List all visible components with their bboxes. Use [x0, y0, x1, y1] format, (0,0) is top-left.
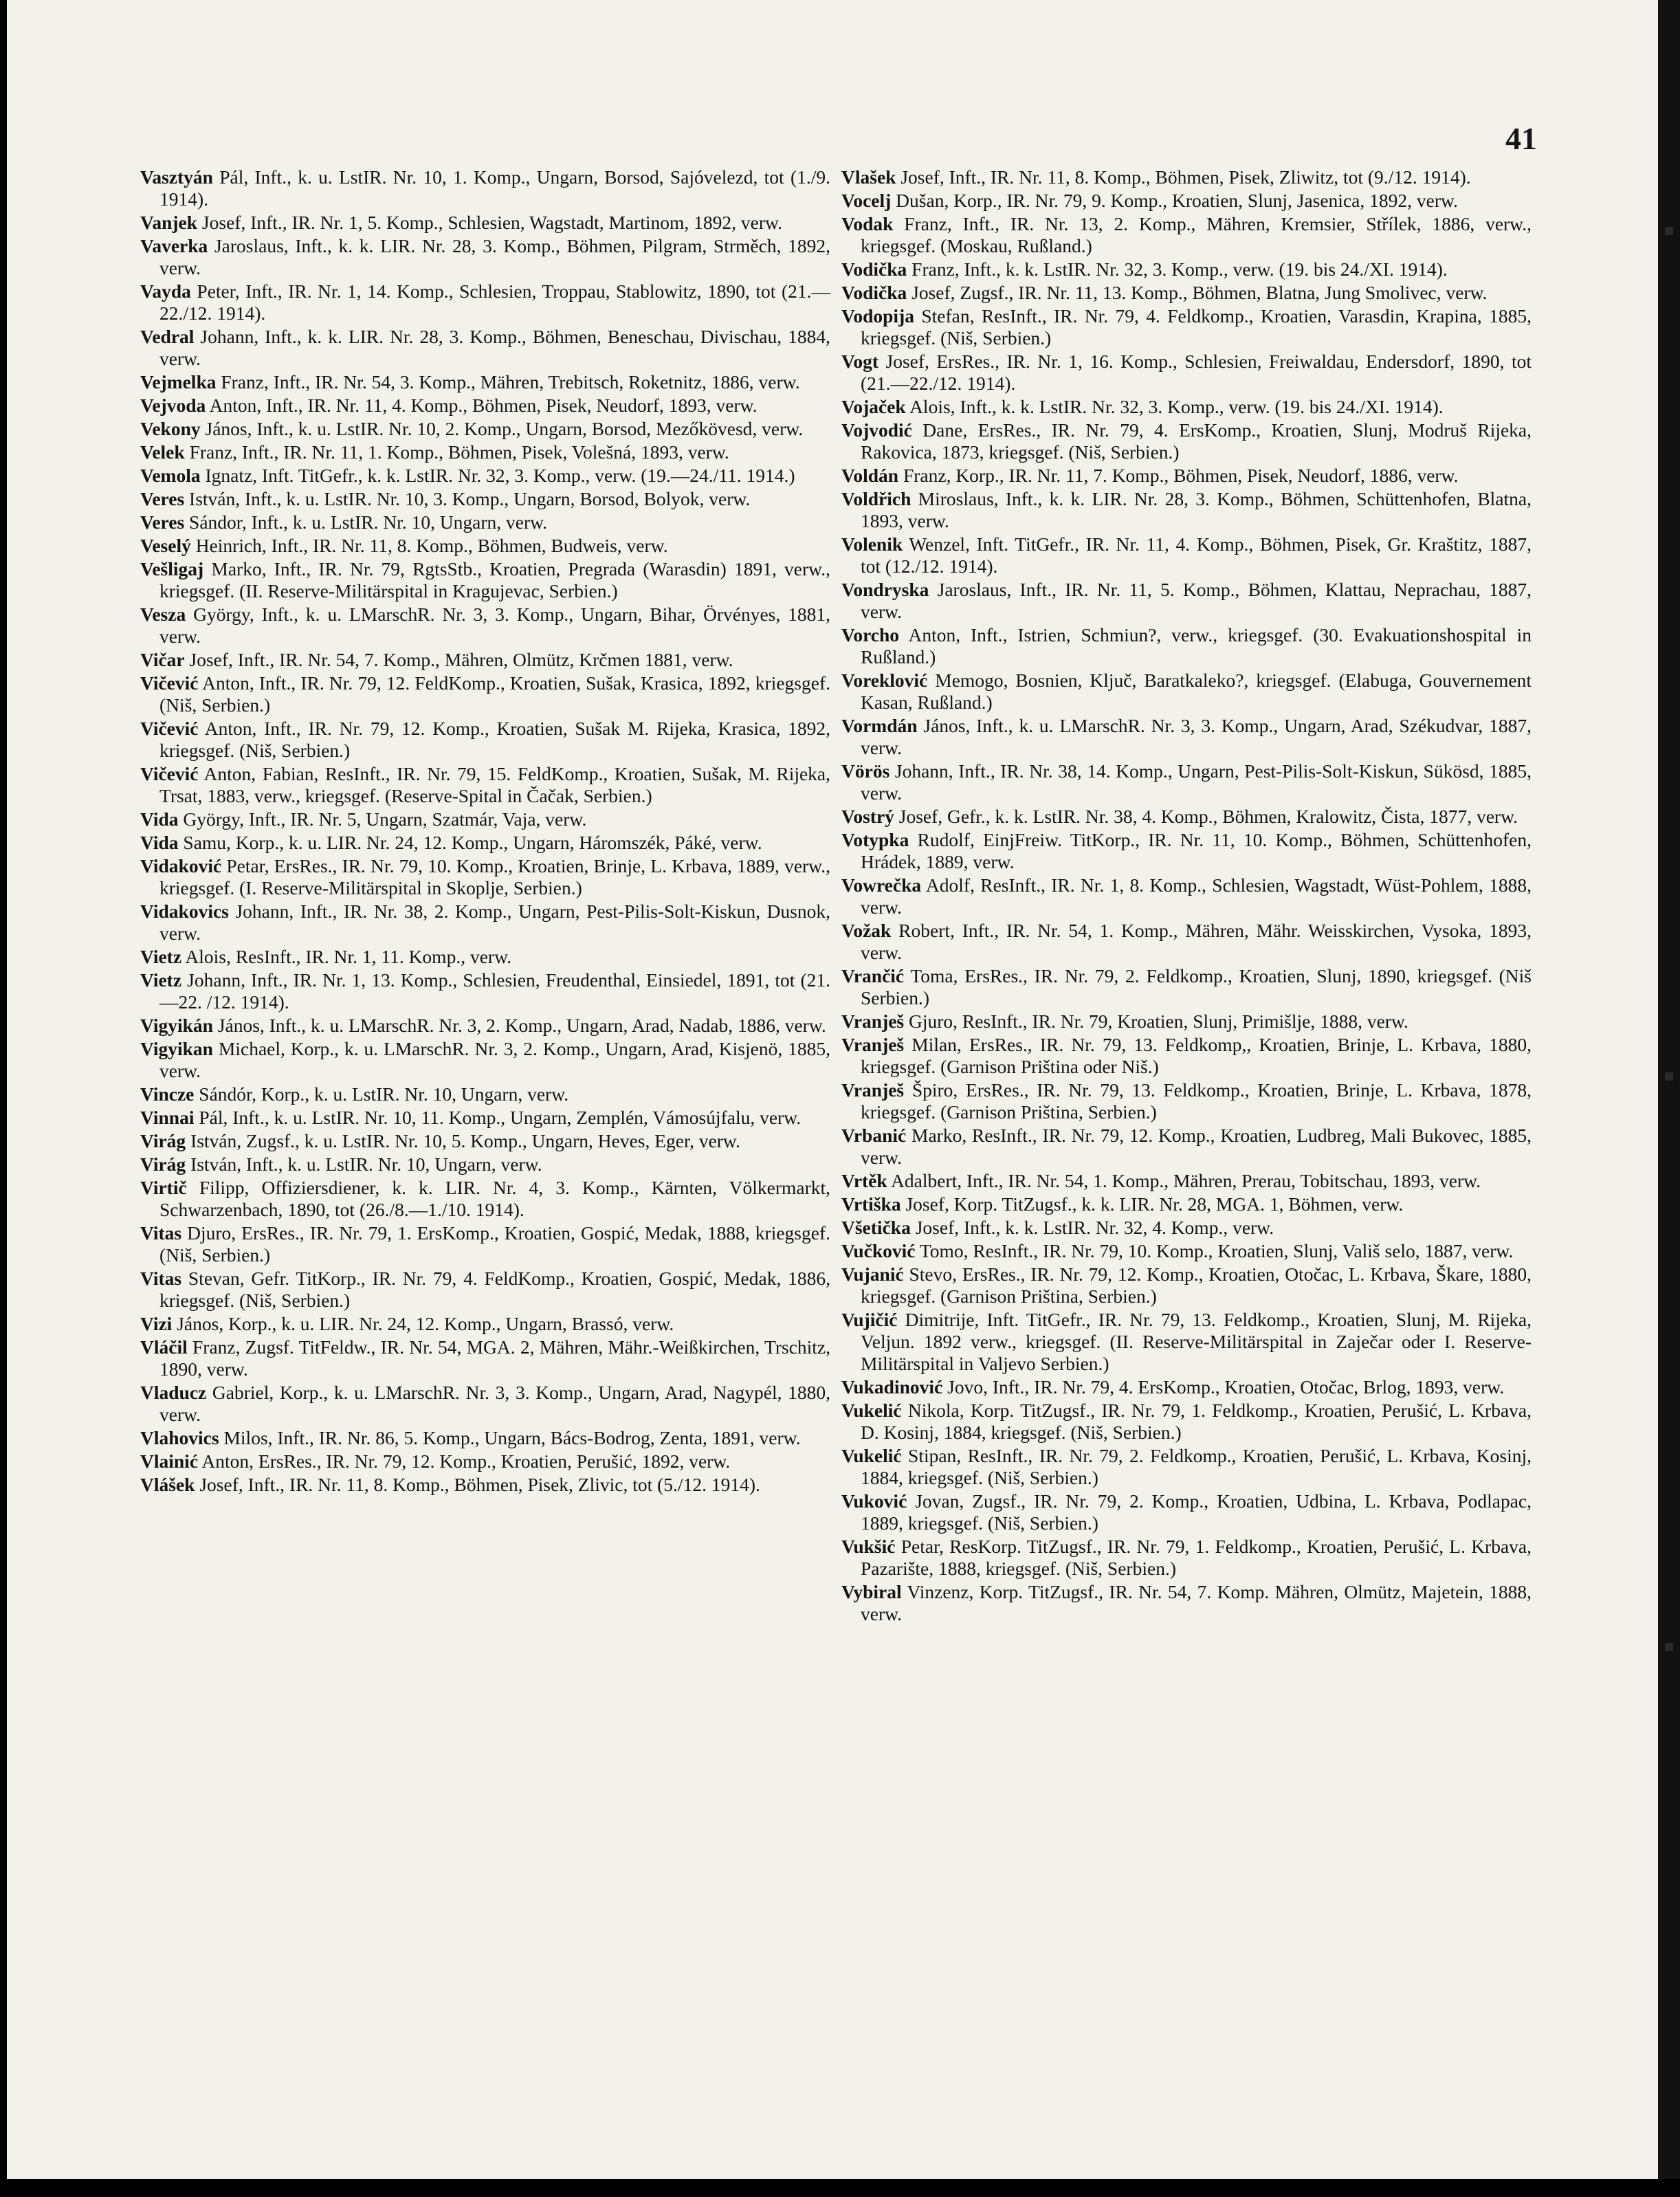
entry-surname: Vekony — [140, 418, 201, 439]
register-entry — [140, 1177, 830, 1221]
entry-details: Johann, Inft., IR. Nr. 1, 13. Komp., Schlesien, Freudenthal, Einsiedel, 1891, tot (21.—22. /12. 1914). — [159, 969, 830, 1013]
register-entry — [140, 1083, 830, 1105]
entry-surname: Vodopija — [841, 305, 914, 327]
register-entry — [140, 946, 830, 968]
register-entry — [841, 1011, 1532, 1033]
entry-details: Samu, Korp., k. u. LIR. Nr. 24, 12. Komp., Ungarn, Háromszék, Páké, verw. — [183, 832, 762, 853]
entry-details: Petar, ErsRes., IR. Nr. 79, 10. Komp., Kroatien, Brinje, L. Krbava, 1889, verw., kriegsgef. (I. Reserve-Militärspital in Skoplje, Serbien.) — [159, 855, 831, 898]
entry-surname: Vasztyán — [140, 166, 213, 188]
entry-surname: Vemola — [140, 465, 201, 486]
register-entry — [140, 1382, 830, 1426]
register-entry — [140, 371, 830, 393]
entry-details: Heinrich, Inft., IR. Nr. 11, 8. Komp., Böhmen, Budweis, verw. — [195, 535, 668, 556]
register-entry — [841, 829, 1532, 873]
entry-surname: Vujičić — [841, 1309, 898, 1330]
entry-details: Tomo, ResInft., IR. Nr. 79, 10. Komp., Kroatien, Slunj, Vališ selo, 1887, verw. — [919, 1240, 1514, 1261]
entry-details: Alois, ResInft., IR. Nr. 1, 11. Komp., verw. — [185, 946, 512, 967]
register-entry — [841, 166, 1532, 188]
register-entry — [841, 1309, 1532, 1375]
entry-details: Josef, Inft., IR. Nr. 1, 5. Komp., Schlesien, Wagstadt, Martinom, 1892, verw. — [201, 212, 782, 233]
entry-details: Ignatz, Inft. TitGefr., k. k. LstIR. Nr. 32, 3. Komp., verw. (19.—24./11. 1914.) — [205, 465, 795, 486]
entry-surname: Voldřich — [841, 488, 911, 509]
register-entry — [140, 672, 830, 716]
entry-details: János, Inft., k. u. LstIR. Nr. 10, 2. Komp., Ungarn, Borsod, Mezőkövesd, verw. — [205, 418, 804, 439]
register-entry — [140, 649, 830, 671]
entry-details: Anton, ErsRes., IR. Nr. 79, 12. Komp., Kroatien, Perušić, 1892, verw. — [201, 1450, 731, 1472]
entry-surname: Vincze — [140, 1083, 195, 1105]
register-entry — [841, 1376, 1532, 1398]
entry-surname: Votypka — [841, 829, 909, 850]
register-entry — [841, 1400, 1532, 1444]
entry-details: Josef, Zugsf., IR. Nr. 11, 13. Komp., Böhmen, Blatna, Jung Smolivec, verw. — [911, 282, 1488, 303]
entry-details: Franz, Inft., k. k. LstIR. Nr. 32, 3. Komp., verw. (19. bis 24./XI. 1914). — [911, 258, 1448, 280]
entry-surname: Virág — [140, 1130, 186, 1151]
register-entry — [140, 604, 830, 648]
entry-details: Jaroslaus, Inft., k. k. LIR. Nr. 28, 3. Komp., Böhmen, Pilgram, Strměch, 1892, verw. — [159, 235, 831, 278]
entry-surname: Vičević — [140, 718, 199, 739]
entry-surname: Virtič — [140, 1177, 187, 1198]
entry-surname: Vitas — [140, 1222, 182, 1244]
register-entry — [140, 235, 830, 279]
register-entry — [841, 1125, 1532, 1169]
entry-surname: Vožak — [841, 920, 892, 941]
entry-surname: Vrbanić — [841, 1125, 907, 1146]
entry-surname: Vejmelka — [140, 371, 217, 393]
register-entry — [140, 1130, 830, 1152]
entry-surname: Vukšić — [841, 1536, 896, 1557]
entry-details: Filipp, Offiziersdiener, k. k. LIR. Nr. 4, 3. Komp., Kärnten, Völkermarkt, Schwarzenbach, 1890, tot (26./8.—1./10. 1914). — [159, 1177, 831, 1220]
entry-details: István, Zugsf., k. u. LstIR. Nr. 10, 5. Komp., Ungarn, Heves, Eger, verw. — [190, 1130, 740, 1151]
entry-surname: Vukelić — [841, 1445, 902, 1466]
register-entry — [140, 855, 830, 899]
register-entry — [140, 1427, 830, 1449]
register-entry — [140, 465, 830, 487]
entry-surname: Vidakovics — [140, 901, 229, 922]
register-entry — [841, 533, 1532, 577]
entry-details: Adalbert, Inft., IR. Nr. 54, 1. Komp., Mähren, Prerau, Tobitschau, 1893, verw. — [891, 1170, 1481, 1191]
entry-surname: Vladucz — [140, 1382, 207, 1403]
entry-details: Johann, Inft., IR. Nr. 38, 2. Komp., Ungarn, Pest-Pilis-Solt-Kiskun, Dusnok, verw. — [159, 901, 830, 944]
register-entry — [140, 488, 830, 510]
entry-surname: Vrtěk — [841, 1170, 887, 1191]
entry-details: János, Korp., k. u. LIR. Nr. 24, 12. Komp., Ungarn, Brassó, verw. — [177, 1313, 674, 1334]
entry-details: Peter, Inft., IR. Nr. 1, 14. Komp., Schlesien, Troppau, Stablowitz, 1890, tot (21.—22./12. 1914). — [159, 280, 830, 324]
entry-surname: Vojvodić — [841, 419, 912, 441]
entry-details: Johann, Inft., IR. Nr. 38, 14. Komp., Ungarn, Pest-Pilis-Solt-Kiskun, Sükösd, 1885, verw. — [861, 760, 1532, 804]
register-entry — [140, 1474, 830, 1496]
entry-surname: Vinnai — [140, 1107, 195, 1128]
register-entry — [140, 901, 830, 945]
register-entry — [841, 1445, 1532, 1489]
entry-details: Josef, Inft., k. k. LstIR. Nr. 32, 4. Komp., verw. — [915, 1217, 1274, 1238]
entry-details: Dane, ErsRes., IR. Nr. 79, 4. ErsKomp., Kroatien, Slunj, Modruš Rijeka, Rakovica, 1873, kriegsgef. (Niš, Serbien.) — [861, 419, 1532, 463]
entry-details: Franz, Inft., IR. Nr. 11, 1. Komp., Böhmen, Pisek, Volešná, 1893, verw. — [189, 441, 729, 463]
register-entry — [841, 1240, 1532, 1262]
entry-details: Pál, Inft., k. u. LstIR. Nr. 10, 1. Komp., Ungarn, Borsod, Sajóvelezd, tot (1./9. 1914). — [159, 166, 831, 210]
entry-surname: Vowrečka — [841, 874, 922, 896]
entry-surname: Vitas — [140, 1268, 182, 1289]
entry-details: Franz, Inft., IR. Nr. 13, 2. Komp., Mähren, Kremsier, Střílek, 1886, verw., kriegsgef. (Moskau, Rußland.) — [861, 213, 1532, 256]
entry-surname: Vaverka — [140, 235, 208, 256]
register-entry — [140, 1336, 830, 1380]
register-entry — [140, 1038, 830, 1082]
entry-details: Michael, Korp., k. u. LMarschR. Nr. 3, 2. Komp., Ungarn, Arad, Kisjenö, 1885, verw. — [159, 1038, 830, 1081]
register-entry — [841, 1536, 1532, 1580]
register-entry — [140, 418, 830, 440]
register-entry — [841, 419, 1532, 463]
entry-details: Stefan, ResInft., IR. Nr. 79, 4. Feldkomp., Kroatien, Varasdin, Krapina, 1885, kriegsgef. (Niš, Serbien.) — [861, 305, 1532, 349]
entry-details: Sándor, Inft., k. u. LstIR. Nr. 10, Ungarn, verw. — [189, 511, 548, 533]
entry-surname: Vondryska — [841, 579, 929, 600]
entry-details: Josef, Inft., IR. Nr. 11, 8. Komp., Böhmen, Pisek, Zlivic, tot (5./12. 1914). — [199, 1474, 760, 1495]
entry-details: Dimitrije, Inft. TitGefr., IR. Nr. 79, 13. Feldkomp., Kroatien, Slunj, M. Rijeka, Veljun. 1892 verw., kriegsgef. (II. Reserve-Militärspital in Zaječar oder I. Reserve-Militärspital in Valjevo Serbien.) — [861, 1309, 1532, 1374]
entry-details: Gjuro, ResInft., IR. Nr. 79, Kroatien, Slunj, Primišlje, 1888, verw. — [909, 1011, 1408, 1032]
register-entry — [841, 715, 1532, 759]
entry-details: Adolf, ResInft., IR. Nr. 1, 8. Komp., Schlesien, Wagstadt, Wüst-Pohlem, 1888, verw. — [861, 874, 1532, 918]
register-entry — [841, 1581, 1532, 1625]
register-entry — [841, 874, 1532, 918]
register-entry — [841, 465, 1532, 487]
entry-details: Gabriel, Korp., k. u. LMarschR. Nr. 3, 3. Komp., Ungarn, Arad, Nagypél, 1880, verw. — [159, 1382, 830, 1425]
entry-details: Nikola, Korp. TitZugsf., IR. Nr. 79, 1. Feldkomp., Kroatien, Perušić, L. Krbava, D. Kosinj, 1884, kriegsgef. (Niš, Serbien.) — [861, 1400, 1532, 1443]
entry-details: Anton, Fabian, ResInft., IR. Nr. 79, 15. FeldKomp., Kroatien, Sušak, M. Rijeka, Trsat, 1883, verw., kriegsgef. (Reserve-Spital in Čačak, Serbien.) — [159, 763, 831, 806]
entry-surname: Vranješ — [841, 1011, 905, 1032]
register-entry — [841, 258, 1532, 280]
register-entry — [841, 1490, 1532, 1534]
entry-details: Josef, Gefr., k. k. LstIR. Nr. 38, 4. Komp., Böhmen, Kralowitz, Čista, 1877, verw. — [898, 806, 1518, 827]
entry-surname: Vláčil — [140, 1336, 188, 1358]
entry-surname: Vörös — [841, 760, 890, 782]
register-entry — [841, 1193, 1532, 1215]
register-entry — [140, 1015, 830, 1037]
entry-surname: Vigyikán — [140, 1015, 213, 1036]
entry-details: István, Inft., k. u. LstIR. Nr. 10, Ungarn, verw. — [190, 1153, 542, 1175]
entry-surname: Vrtiška — [841, 1193, 901, 1215]
register-entry — [140, 808, 830, 830]
entry-surname: Vučković — [841, 1240, 916, 1261]
register-entry — [140, 511, 830, 533]
entry-details: György, Inft., IR. Nr. 5, Ungarn, Szatmár, Vaja, verw. — [183, 808, 587, 830]
entry-surname: Vybiral — [841, 1581, 902, 1602]
register-entry — [140, 441, 830, 463]
register-entry — [841, 305, 1532, 349]
register-entry — [140, 1153, 830, 1175]
page-number: 41 — [1505, 121, 1537, 156]
entry-surname: Vodička — [841, 258, 907, 280]
entry-surname: Vizi — [140, 1313, 173, 1334]
entry-surname: Vodička — [841, 282, 907, 303]
register-entry — [841, 282, 1532, 304]
entry-surname: Vanjek — [140, 212, 198, 233]
entry-surname: Vesza — [140, 604, 186, 625]
entry-details: Milan, ErsRes., IR. Nr. 79, 13. Feldkomp,, Kroatien, Brinje, L. Krbava, 1880, kriegsgef. (Garnison Priština oder Niš.) — [861, 1034, 1532, 1077]
register-entry — [841, 624, 1532, 668]
register-entry — [140, 166, 830, 210]
entry-surname: Veres — [140, 511, 185, 533]
entry-details: Josef, Korp. TitZugsf., k. k. LIR. Nr. 28, MGA. 1, Böhmen, verw. — [905, 1193, 1404, 1215]
register-entry — [140, 212, 830, 234]
register-entry — [140, 718, 830, 762]
entry-surname: Veselý — [140, 535, 191, 556]
register-entry — [140, 558, 830, 602]
entry-surname: Vida — [140, 808, 179, 830]
entry-details: Anton, Inft., Istrien, Schmiun?, verw., kriegsgef. (30. Evakuationshospital in Rußland.) — [861, 624, 1532, 667]
register-entry — [140, 1268, 830, 1312]
right-column — [841, 166, 1532, 1626]
register-entry — [140, 763, 830, 807]
entry-surname: Vičar — [140, 649, 185, 670]
entry-surname: Vocelj — [841, 190, 892, 211]
entry-details: Marko, ResInft., IR. Nr. 79, 12. Komp., Kroatien, Ludbreg, Mali Bukovec, 1885, verw. — [861, 1125, 1532, 1168]
entry-details: János, Inft., k. u. LMarschR. Nr. 3, 3. Komp., Ungarn, Arad, Székudvar, 1887, verw. — [861, 715, 1532, 758]
entry-surname: Vedral — [140, 326, 195, 347]
entry-details: Alois, Inft., k. k. LstIR. Nr. 32, 3. Komp., verw. (19. bis 24./XI. 1914). — [909, 396, 1444, 417]
entry-surname: Vujanić — [841, 1263, 904, 1285]
entry-surname: Vojaček — [841, 396, 906, 417]
entry-details: Špiro, ErsRes., IR. Nr. 79, 13. Feldkomp., Kroatien, Brinje, L. Krbava, 1878, kriegsgef. (Garnison Priština, Serbien.) — [861, 1079, 1532, 1123]
register-entry — [841, 190, 1532, 212]
register-entry — [841, 1034, 1532, 1078]
entry-details: Memogo, Bosnien, Ključ, Baratkaleko?, kriegsgef. (Elabuga, Gouvernement Kasan, Rußland.) — [861, 670, 1532, 713]
entry-surname: Vorcho — [841, 624, 900, 645]
entry-surname: Voldán — [841, 465, 899, 486]
entry-details: Stevo, ErsRes., IR. Nr. 79, 12. Komp., Kroatien, Otočac, L. Krbava, Škare, 1880, kriegsgef. (Garnison Priština, Serbien.) — [861, 1263, 1532, 1307]
entry-surname: Vlainić — [140, 1450, 199, 1472]
entry-details: Anton, Inft., IR. Nr. 79, 12. FeldKomp., Kroatien, Sušak, Krasica, 1892, kriegsgef. (Niš, Serbien.) — [159, 672, 830, 716]
entry-surname: Vičević — [140, 672, 199, 694]
entry-details: Stevan, Gefr. TitKorp., IR. Nr. 79, 4. FeldKomp., Kroatien, Gospić, Medak, 1886, kriegsgef. (Niš, Serbien.) — [159, 1268, 831, 1311]
entry-surname: Vidaković — [140, 855, 222, 876]
register-entry — [841, 1217, 1532, 1239]
entry-details: Jaroslaus, Inft., IR. Nr. 11, 5. Komp., Böhmen, Klattau, Neprachau, 1887, verw. — [861, 579, 1532, 622]
entry-surname: Voreklović — [841, 670, 928, 691]
register-entry — [140, 832, 830, 854]
entry-details: Djuro, ErsRes., IR. Nr. 79, 1. ErsKomp., Kroatien, Gospić, Medak, 1888, kriegsgef. (Niš, Serbien.) — [159, 1222, 830, 1266]
register-entry — [841, 760, 1532, 804]
register-entry — [140, 326, 830, 370]
entry-details: Dušan, Korp., IR. Nr. 79, 9. Komp., Kroatien, Slunj, Jasenica, 1892, verw. — [896, 190, 1458, 211]
entry-details: Milos, Inft., IR. Nr. 86, 5. Komp., Ungarn, Bács-Bodrog, Zenta, 1891, verw. — [223, 1427, 801, 1448]
entry-details: Miroslaus, Inft., k. k. LIR. Nr. 28, 3. Komp., Böhmen, Schüttenhofen, Blatna, 1893, verw. — [861, 488, 1532, 531]
entry-details: Jovo, Inft., IR. Nr. 79, 4. ErsKomp., Kroatien, Otočac, Brlog, 1893, verw. — [947, 1376, 1505, 1398]
entry-surname: Vranješ — [841, 1034, 905, 1055]
entry-details: Toma, ErsRes., IR. Nr. 79, 2. Feldkomp., Kroatien, Slunj, 1890, kriegsgef. (Niš Serbien.) — [861, 965, 1532, 1008]
entry-details: Josef, Inft., IR. Nr. 11, 8. Komp., Böhmen, Pisek, Zliwitz, tot (9./12. 1914). — [900, 166, 1471, 188]
scan-edge-bottom — [0, 2179, 1680, 2197]
entry-details: Josef, Inft., IR. Nr. 54, 7. Komp., Mähren, Olmütz, Krčmen 1881, verw. — [189, 649, 733, 670]
entry-details: Josef, ErsRes., IR. Nr. 1, 16. Komp., Schlesien, Freiwaldau, Endersdorf, 1890, tot (21.—22./12. 1914). — [861, 351, 1532, 394]
entry-surname: Vešligaj — [140, 558, 204, 579]
entry-surname: Vietz — [140, 969, 182, 991]
entry-details: Franz, Zugsf. TitFeldw., IR. Nr. 54, MGA. 2, Mähren, Mähr.-Weißkirchen, Trschitz, 1890, verw. — [159, 1336, 830, 1380]
entry-details: János, Inft., k. u. LMarschR. Nr. 3, 2. Komp., Ungarn, Arad, Nadab, 1886, verw. — [217, 1015, 826, 1036]
entry-surname: Veres — [140, 488, 185, 509]
entry-details: Sándór, Korp., k. u. LstIR. Nr. 10, Ungarn, verw. — [199, 1083, 569, 1105]
entry-surname: Vodak — [841, 213, 894, 234]
entry-surname: Vuković — [841, 1490, 907, 1512]
entry-surname: Vogt — [841, 351, 878, 372]
entry-details: Pál, Inft., k. u. LstIR. Nr. 10, 11. Komp., Ungarn, Zemplén, Vámosújfalu, verw. — [199, 1107, 802, 1128]
register-entry — [140, 395, 830, 417]
register-entry — [841, 920, 1532, 964]
entry-surname: Vlášek — [140, 1474, 195, 1495]
entry-details: Wenzel, Inft. TitGefr., IR. Nr. 11, 4. Komp., Böhmen, Pisek, Gr. Kraštitz, 1887, tot (12./12. 1914). — [861, 533, 1532, 577]
entry-surname: Vrančić — [841, 965, 905, 986]
register-entry — [841, 1079, 1532, 1123]
entry-details: Franz, Korp., IR. Nr. 11, 7. Komp., Böhmen, Pisek, Neudorf, 1886, verw. — [903, 465, 1459, 486]
entry-details: György, Inft., k. u. LMarschR. Nr. 3, 3. Komp., Ungarn, Bihar, Örvényes, 1881, verw. — [159, 604, 831, 647]
entry-details: Johann, Inft., k. k. LIR. Nr. 28, 3. Komp., Böhmen, Beneschau, Divischau, 1884, verw. — [159, 326, 830, 369]
register-entry — [841, 1170, 1532, 1192]
entry-surname: Vlahovics — [140, 1427, 219, 1448]
register-entry — [841, 965, 1532, 1009]
entry-surname: Vukelić — [841, 1400, 902, 1421]
left-column — [140, 166, 830, 1497]
entry-details: Anton, Inft., IR. Nr. 11, 4. Komp., Böhmen, Pisek, Neudorf, 1893, verw. — [209, 395, 758, 416]
entry-surname: Vičević — [140, 763, 199, 784]
register-entry — [841, 351, 1532, 395]
register-entry — [841, 579, 1532, 623]
register-entry — [140, 280, 830, 324]
document-page — [7, 0, 1658, 2179]
register-entry — [140, 1222, 830, 1266]
entry-surname: Virág — [140, 1153, 186, 1175]
register-entry — [140, 535, 830, 557]
entry-surname: Vranješ — [841, 1079, 905, 1101]
register-entry — [140, 1107, 830, 1129]
entry-details: Petar, ResKorp. TitZugsf., IR. Nr. 79, 1. Feldkomp., Kroatien, Perušić, L. Krbava, Pazarište, 1888, kriegsgef. (Niš, Serbien.) — [861, 1536, 1532, 1579]
entry-details: Rudolf, EinjFreiw. TitKorp., IR. Nr. 11, 10. Komp., Böhmen, Schüttenhofen, Hrádek, 1889, verw. — [861, 829, 1532, 872]
register-entry — [841, 396, 1532, 418]
entry-details: Jovan, Zugsf., IR. Nr. 79, 2. Komp., Kroatien, Udbina, L. Krbava, Podlapac, 1889, kriegsgef. (Niš, Serbien.) — [861, 1490, 1532, 1534]
register-entry — [841, 806, 1532, 828]
register-entry — [140, 969, 830, 1013]
register-entry — [841, 1263, 1532, 1307]
entry-surname: Vigyikan — [140, 1038, 213, 1059]
entry-details: Anton, Inft., IR. Nr. 79, 12. Komp., Kroatien, Sušak M. Rijeka, Krasica, 1892, kriegsgef. (Niš, Serbien.) — [159, 718, 830, 761]
entry-surname: Vlašek — [841, 166, 896, 188]
entry-details: Franz, Inft., IR. Nr. 54, 3. Komp., Mähren, Trebitsch, Roketnitz, 1886, verw. — [221, 371, 800, 393]
entry-surname: Vukadinović — [841, 1376, 943, 1398]
entry-surname: Vostrý — [841, 806, 894, 827]
entry-details: Stipan, ResInft., IR. Nr. 79, 2. Feldkomp., Kroatien, Perušić, L. Krbava, Kosinj, 1884, kriegsgef. (Niš, Serbien.) — [861, 1445, 1532, 1488]
entry-details: Vinzenz, Korp. TitZugsf., IR. Nr. 54, 7. Komp. Mähren, Olmütz, Majetein, 1888, verw. — [861, 1581, 1532, 1624]
entry-surname: Vietz — [140, 946, 182, 967]
register-entry — [140, 1313, 830, 1335]
entry-surname: Vayda — [140, 280, 191, 302]
entry-surname: Volenik — [841, 533, 903, 555]
register-entry — [841, 670, 1532, 714]
scan-edge-right — [1658, 0, 1680, 2197]
entry-details: István, Inft., k. u. LstIR. Nr. 10, 3. Komp., Ungarn, Borsod, Bolyok, verw. — [189, 488, 751, 509]
entry-surname: Vormdán — [841, 715, 918, 736]
register-entry — [140, 1450, 830, 1472]
entry-details: Marko, Inft., IR. Nr. 79, RgtsStb., Kroatien, Pregrada (Warasdin) 1891, verw., kriegsgef. (II. Reserve-Militärspital in Kragujevac, Serbien.) — [159, 558, 830, 601]
entry-surname: Všetička — [841, 1217, 911, 1238]
register-entry — [841, 213, 1532, 257]
entry-surname: Vejvoda — [140, 395, 206, 416]
entry-details: Robert, Inft., IR. Nr. 54, 1. Komp., Mähren, Mähr. Weisskirchen, Vysoka, 1893, verw. — [861, 920, 1532, 963]
entry-surname: Vida — [140, 832, 179, 853]
entry-surname: Velek — [140, 441, 185, 463]
register-entry — [841, 488, 1532, 532]
